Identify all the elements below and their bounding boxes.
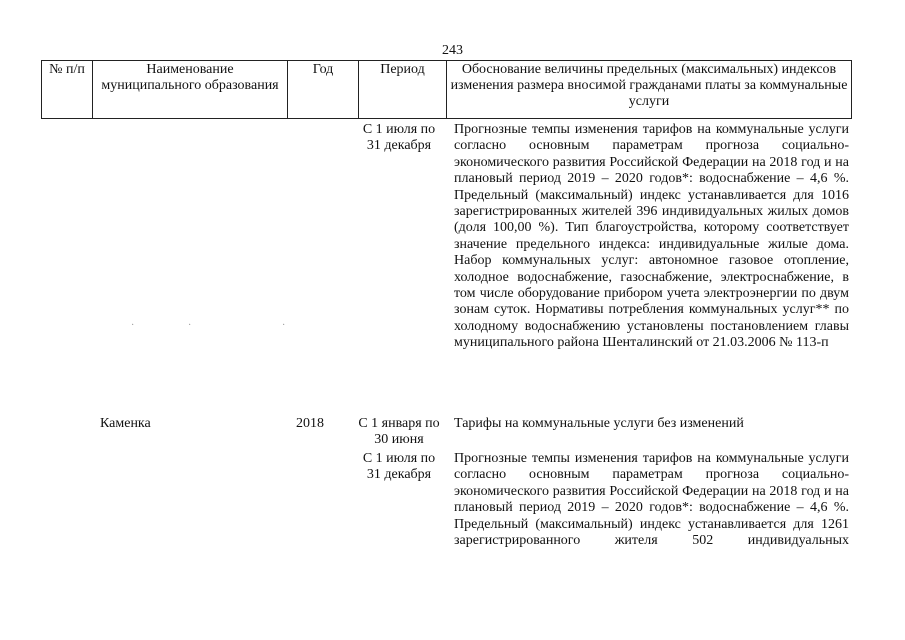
header-row [42,61,852,119]
row-3-period: С 1 июля по 31 декабря [362,451,436,483]
row-2-year: 2018 [296,416,324,431]
header-basis: Обоснование величины предельных (максимальных) индексов изменения размера вносимой гражданами платы за коммунальные услуги [447,61,852,119]
scan-speck: · [131,320,135,331]
row-2-basis: Тарифы на коммунальные услуги без изменений [454,416,744,431]
table-header [41,60,852,119]
header-municipality: Наименование муниципального образования [93,61,288,119]
page-number: 243 [442,43,463,58]
row-2-municipality: Каменка [100,416,151,431]
row-1-period: С 1 июля по 31 декабря [362,122,436,154]
row-2-period: С 1 января по 30 июня [358,416,440,448]
header-number: № п/п [42,61,93,119]
scan-speck: · [282,320,286,331]
header-period: Период [359,61,447,119]
row-3-basis: Прогнозные темпы изменения тарифов на коммунальные услуги согласно основным параметрам прогноза социально-экономического развития Российской Федерации на 2018 год и на плановый период 2019 – 2020 годов*: водоснабжение – 4,6 %. Предельный (максимальный) индекс устанавливается для 1261 зарегистрированного жителя 502 индивидуальных [454,451,849,549]
row-1-basis: Прогнозные темпы изменения тарифов на коммунальные услуги согласно основным параметрам прогноза социально-экономического развития Российской Федерации на 2018 год и на плановый период 2019 – 2020 годов*: водоснабжение – 4,6 %. Предельный (максимальный) индекс устанавливается для 1016 зарегистрированных жителей 396 индивидуальных жилых домов (доля 100,00 %). Тип благоустройства, которому соответствует значение предельного индекса: индивидуальные жилые дома. Набор коммунальных услуг: автономное газовое отопление, холодное водоснабжение, газоснабжение, электроснабжение, в том числе оборудование прибором учета электроэнергии по двум зонам суток. Нормативы потребления коммунальных услуг** по холодному водоснабжению установлены постановлением главы муниципального района Шенталинский от 21.03.2006 № 113-п [454,122,849,351]
scan-speck: · [188,320,192,331]
header-year: Год [288,61,359,119]
